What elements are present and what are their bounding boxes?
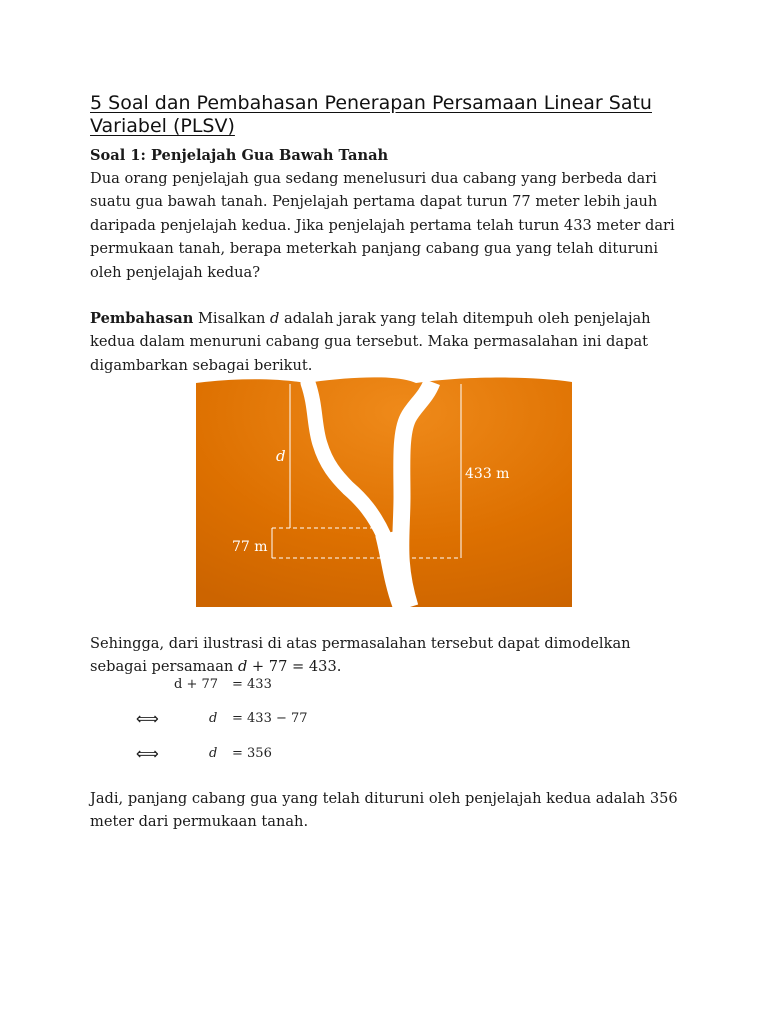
problem-heading: Soal 1: Penjelajah Gua Bawah Tanah — [90, 147, 389, 164]
model-paragraph — [90, 632, 690, 679]
model-variable: d — [237, 658, 248, 676]
cave-svg — [196, 376, 572, 607]
discussion-text-1: Misalkan — [193, 310, 271, 327]
cave-illustration — [196, 376, 572, 607]
discussion-variable: d — [270, 310, 280, 327]
discussion-label: Pembahasan — [90, 310, 194, 327]
discussion-text-2: adalah jarak yang telah ditempuh oleh penjelajah kedua dalam menuruni cabang gua tersebut. Maka permasalahan ini dapat digambarkan sebagai berikut. — [90, 310, 651, 374]
label-77m: 77 m — [232, 539, 268, 555]
label-d: d — [276, 447, 286, 465]
equation-3-rhs: = 356 — [232, 746, 272, 761]
iff-symbol-2: ⟺ — [136, 744, 159, 763]
equation-2-lhs: d — [209, 711, 218, 726]
equation-2-rhs: = 433 − 77 — [232, 711, 308, 726]
model-text-2: + 77 = 433. — [247, 658, 342, 676]
label-433m: 433 m — [465, 466, 510, 482]
iff-symbol-1: ⟺ — [136, 709, 159, 728]
document-title: 5 Soal dan Pembahasan Penerapan Persamaan Linear Satu Variabel (PLSV) — [90, 92, 652, 137]
equation-1-lhs: d + 77 — [174, 677, 219, 692]
discussion-paragraph — [90, 307, 690, 377]
conclusion-text: Jadi, panjang cabang gua yang telah dituruni oleh penjelajah kedua adalah 356 meter dari permukaan tanah. — [90, 790, 678, 831]
model-text-1: Sehingga, dari ilustrasi di atas permasalahan tersebut dapat dimodelkan sebagai persamaan — [90, 635, 631, 676]
equation-1-rhs: = 433 — [232, 677, 272, 692]
problem-text: Dua orang penjelajah gua sedang menelusuri dua cabang yang berbeda dari suatu gua bawah tanah. Penjelajah pertama dapat turun 77 meter lebih jauh daripada penjelajah kedua. Jika penjelajah pertama telah turun 433 meter dari permukaan tanah, berapa meterkah panjang cabang gua yang telah dituruni oleh penjelajah kedua? — [90, 170, 675, 281]
equation-3-lhs: d — [209, 746, 218, 761]
